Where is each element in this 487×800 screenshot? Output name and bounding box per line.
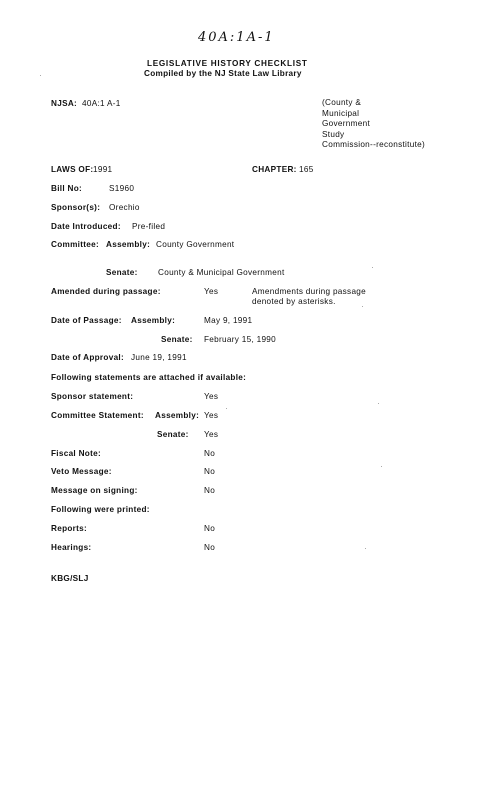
initials: KBG/SLJ [51, 574, 89, 583]
subject-note-line: Municipal [322, 108, 360, 118]
committee-statement-assembly-value: Yes [204, 411, 219, 420]
amended-value: Yes [204, 287, 219, 296]
scan-speck [362, 306, 363, 307]
committee-assembly-label: Assembly: [106, 240, 151, 249]
amended-note-line2: denoted by asterisks. [252, 297, 336, 306]
committee-statement-assembly-label: Assembly: [155, 411, 200, 420]
scan-speck [381, 466, 382, 467]
committee-senate-label: Senate: [106, 268, 138, 277]
bill-no-value: S1960 [109, 184, 135, 193]
laws-of-value: 1991 [93, 165, 113, 174]
hearings-label: Hearings: [51, 543, 92, 552]
subject-note-line: (County & [322, 98, 362, 107]
passage-assembly-label: Assembly: [131, 316, 176, 325]
date-of-approval-value: June 19, 1991 [131, 353, 187, 362]
committee-assembly-value: County Government [156, 240, 235, 249]
date-introduced-value: Pre-filed [132, 222, 166, 231]
chapter-value: 165 [299, 165, 314, 174]
sponsor-statement-value: Yes [204, 392, 219, 401]
sponsor-value: Orechio [109, 203, 140, 212]
veto-message-value: No [204, 467, 216, 476]
fiscal-note-value: No [204, 449, 216, 458]
veto-message-label: Veto Message: [51, 467, 112, 476]
document-title: LEGISLATIVE HISTORY CHECKLIST [147, 59, 308, 68]
following-attached-heading: Following statements are attached if available: [51, 373, 247, 382]
scan-speck [378, 403, 379, 404]
amended-label: Amended during passage: [51, 287, 161, 296]
message-on-signing-label: Message on signing: [51, 486, 138, 495]
amended-note-line1: Amendments during passage [252, 287, 367, 296]
subject-note-line: Study [322, 129, 345, 139]
scan-speck [40, 75, 41, 76]
date-introduced-label: Date Introduced: [51, 222, 121, 231]
reports-label: Reports: [51, 524, 88, 533]
committee-statement-label: Committee Statement: [51, 411, 144, 420]
committee-senate-value: County & Municipal Government [158, 268, 285, 277]
date-of-approval-label: Date of Approval: [51, 353, 125, 362]
sponsor-label: Sponsor(s): [51, 203, 101, 212]
laws-of-label: LAWS OF: [51, 165, 94, 174]
message-on-signing-value: No [204, 486, 216, 495]
subject-note [322, 98, 425, 151]
scan-speck [365, 548, 366, 549]
bill-no-label: Bill No: [51, 184, 83, 193]
date-of-passage-label: Date of Passage: [51, 316, 122, 325]
passage-assembly-value: May 9, 1991 [204, 316, 253, 325]
fiscal-note-label: Fiscal Note: [51, 449, 102, 458]
passage-senate-label: Senate: [161, 335, 193, 344]
hearings-value: No [204, 543, 216, 552]
committee-statement-senate-value: Yes [204, 430, 219, 439]
sponsor-statement-label: Sponsor statement: [51, 392, 134, 401]
committee-statement-senate-label: Senate: [157, 430, 189, 439]
following-printed-heading: Following were printed: [51, 505, 150, 514]
passage-senate-value: February 15, 1990 [204, 335, 277, 344]
handwritten-reference: 40A:1A-1 [198, 30, 275, 45]
document-subtitle: Compiled by the NJ State Law Library [144, 69, 302, 78]
scan-speck [372, 267, 373, 268]
reports-value: No [204, 524, 216, 533]
njsa-label: NJSA: [51, 99, 78, 108]
subject-note-line: Commission--reconstitute) [322, 140, 426, 149]
subject-note-line: Government [322, 119, 371, 128]
committee-label: Committee: [51, 240, 100, 249]
scan-speck [226, 408, 227, 409]
njsa-value: 40A:1 A-1 [82, 99, 121, 108]
chapter-label: CHAPTER: [252, 165, 297, 174]
